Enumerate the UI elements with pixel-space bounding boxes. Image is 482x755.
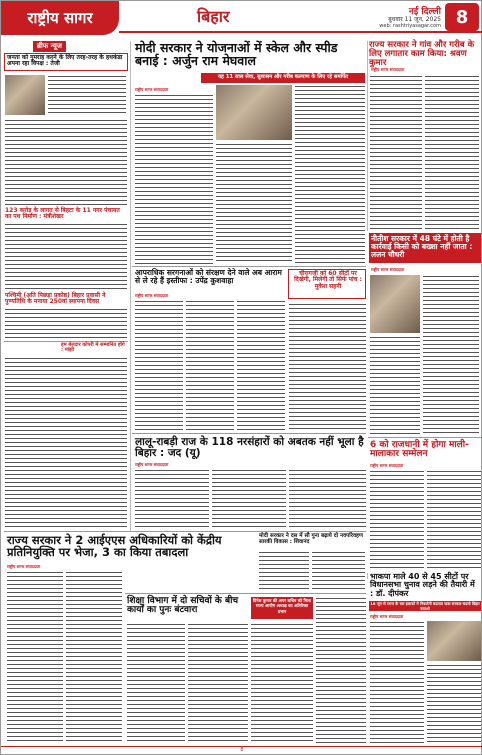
brand-logo: राष्ट्रीय सागर <box>1 1 119 35</box>
bhakpa-banner: 18 जून से राज्य के चार इलाकों में निकलेगी बदलाव यात्रा सरकार-बदलो बिहार बचाओ <box>370 601 480 611</box>
shiksha-headline: शिक्षा विभाग में दो सचिवों के बीच कार्यों का पुनः बंटवारा <box>127 596 239 616</box>
masthead-rule <box>119 31 482 33</box>
shiksha-banner: दिनेश कुमार की अपर सचिव को मिला राज्य आयोग अध्यक्ष का अतिरिक्त प्रभार <box>251 597 313 619</box>
nitish-byline: राष्ट्रीय सागर संवाददाता <box>371 267 405 272</box>
ias-text-1 <box>7 571 63 741</box>
bhakpa-headline: भाकपा माले 40 से 45 सीटों पर विधानसभा चुनाव लड़ने की तैयारी में : डॉ. दीपंकर <box>370 572 475 598</box>
lead-subhead: यह 11 साल सेवा, सुशासन और गरीब कल्याण के लिए रहे समर्पित <box>201 73 365 83</box>
shiksha-text-4 <box>316 597 366 743</box>
chirag-headline: चीरागजी को 60 सीटों पर दिखेगी, मिलेगी तो सिर्फ पांच : मुकेश सहनी <box>294 270 362 290</box>
lead-photo <box>216 85 292 140</box>
masthead <box>1 1 482 35</box>
date: बुधवार 11 जून, 2025 <box>388 16 441 23</box>
lead-text-col2 <box>216 143 292 264</box>
bhakpa-byline: राष्ट्रीय सागर संवाददाता <box>370 614 404 619</box>
website: web: rashtriyasagar.com <box>379 23 441 29</box>
shiksha-text-2 <box>188 623 248 743</box>
modi-small-text-2 <box>312 551 365 591</box>
brief-headline: जनता को गुमराह करने के लिए तरह-तरह के हथकंडा अपना रहा विपक्ष : तेजी <box>7 54 123 68</box>
lalu-text-2 <box>212 469 286 529</box>
vigilance-text-1 <box>135 300 183 430</box>
brief-story2-headline: 123 करोड़ के लागत से बिहटा के 11 नगर पंचायत का पथ निर्माण : मंत्रीशेखर <box>5 207 120 221</box>
right-top-byline: राष्ट्रीय सागर संवाददाता <box>371 67 405 72</box>
bhakpa-text-2 <box>427 664 481 743</box>
modi-small-text-1 <box>259 551 309 591</box>
modi-small-headline: मोदी सरकार ने दस में सौ गुना बढ़ाये दो नवपरिवहण सारकी विकास : शिवानंद <box>259 533 363 545</box>
lead-byline: राष्ट्रीय सागर संवाददाता <box>135 87 169 92</box>
vigilance-byline: राष्ट्रीय सागर संवाददाता <box>135 293 169 298</box>
nitish-text-2 <box>370 336 420 435</box>
mali-byline: राष्ट्रीय सागर संवाददाता <box>370 463 404 468</box>
shiksha-text-3 <box>251 623 313 743</box>
vigilance-headline: आपराधिक सरगनाओं को संरक्षण देने वाले अब आराम से ले रहे हैं इस्तीफा : उपेंद्र कुशवाहा <box>135 268 282 285</box>
section-title: बिहार <box>197 7 230 26</box>
mali-headline: 6 को राजधानी में होगा माली-मालाकार सम्मेलन <box>370 440 469 460</box>
ias-byline: राष्ट्रीय सागर संवाददाता <box>7 564 41 569</box>
page-number: 8 <box>445 3 479 31</box>
mali-text-2 <box>427 470 481 570</box>
lalu-byline: राष्ट्रीय सागर संवाददाता <box>135 462 169 467</box>
page-footer: 8 <box>1 746 482 754</box>
right-top-headline: राज्य सरकार ने गांव और गरीब के लिए लगातार काम किया: श्रवण कुमार <box>369 40 475 68</box>
brief-news-tag: ब्रीफ न्यूज <box>33 41 66 52</box>
ias-headline: राज्य सरकार ने 2 आईएएस अधिकारियों को केंद्रीय प्रतिनियुक्ति पर भेजा, 3 का किया तबादला <box>7 533 222 560</box>
ham-headline: हम बेलदार कोपरी में सम्मानित होंगे : मांझी <box>61 342 125 354</box>
ias-text-2 <box>66 571 122 741</box>
bhakpa-photo <box>427 621 481 661</box>
lead-text-col3 <box>295 85 365 264</box>
vigilance-text-2 <box>186 300 234 430</box>
city: नई दिल्ली <box>408 7 441 17</box>
lalu-text-3 <box>289 469 366 529</box>
brief-story3-headline: पश्चिमी (अति पिछड़ा प्रकोष्ठ) बिहार प्रवासी ने पुण्यतिथि के मनाया 250वां स्थापना दिवस <box>5 292 106 306</box>
nitish-headline: नीतीश सरकार में 48 घंटे में होती है कार्रवाई किसी को बख्शा नहीं जाता : ललन चौधरी <box>371 234 473 259</box>
lead-headline: मोदी सरकार ने योजनाओं में स्केल और स्पीड बनाई : अर्जुन राम मेघवाल <box>135 40 338 69</box>
brief-text-2 <box>5 119 127 205</box>
right-top-text-1 <box>370 75 422 230</box>
right-top-text-2 <box>425 75 479 230</box>
brief-text-5 <box>5 357 127 527</box>
lead-text-col1 <box>135 94 213 264</box>
brief-text <box>48 75 126 115</box>
brief-text-3 <box>5 223 127 291</box>
brief-photo <box>5 75 45 115</box>
bhakpa-text-1 <box>370 621 424 743</box>
brief-text-4 <box>5 308 127 338</box>
vigilance-text-3 <box>237 300 285 430</box>
shiksha-text-1 <box>127 623 185 743</box>
mali-text-1 <box>370 470 424 570</box>
lalu-text-1 <box>135 469 209 529</box>
lalu-headline: लालू-राबड़ी राज के 118 नरसंहारों को अबतक नहीं भूला है बिहार : जद (यू) <box>135 436 364 460</box>
chirag-text <box>289 303 366 430</box>
nitish-photo <box>370 275 420 333</box>
nitish-text-1 <box>423 275 479 435</box>
